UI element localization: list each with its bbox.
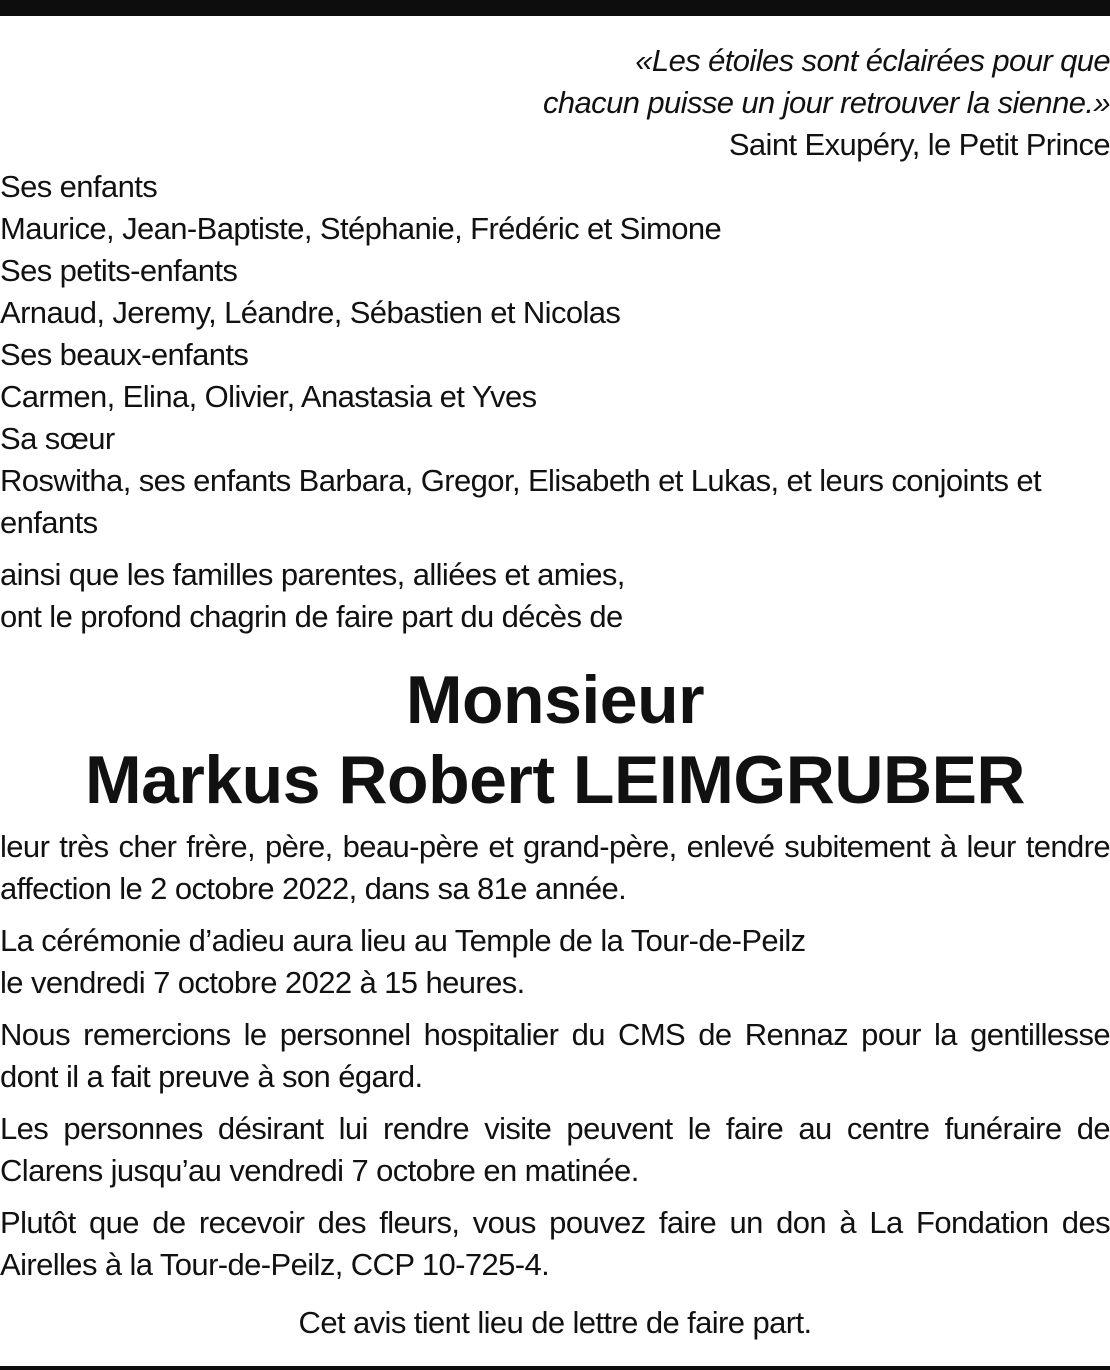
family-heading-grandchildren: Ses petits-enfants [0,253,238,288]
family-heading-stepchildren: Ses beaux-enfants [0,337,249,372]
intro-line-1: ainsi que les familles parentes, alliées et amies, [0,557,625,592]
family-names-sister: Roswitha, ses enfants Barbara, Gregor, Elisabeth et Lukas, et leurs conjoints et enfants [0,463,1042,540]
ceremony-paragraph [0,920,1110,1004]
deceased-name-block [0,660,1110,820]
visit-paragraph: Les personnes désirant lui rendre visite peuvent le faire au centre funéraire de Clarens jusqu’au vendredi 7 octobre en matinée. [0,1111,1110,1188]
intro-line-2: ont le profond chagrin de faire part du décès de [0,599,623,634]
family-names-stepchildren: Carmen, Elina, Olivier, Anastasia et Yves [0,379,537,414]
deceased-name: Markus Robert LEIMGRUBER [84,742,1026,818]
family-names-children: Maurice, Jean-Baptiste, Stéphanie, Frédéric et Simone [0,211,722,246]
quote-line-1: «Les étoiles sont éclairées pour que [635,43,1110,78]
bottom-border-rule [0,1366,1110,1370]
epigraph-quote [0,40,1110,166]
obituary-notice [0,40,1110,1344]
closing-note: Cet avis tient lieu de lettre de faire part. [298,1305,812,1340]
family-heading-sister: Sa sœur [0,421,115,456]
quote-source: Saint Exupéry, le Petit Prince [728,127,1110,162]
top-border-rule [0,0,1110,16]
announcement-intro [0,554,1110,638]
quote-line-2: chacun puisse un jour retrouver la sienne.» [543,85,1110,120]
family-heading-children: Ses enfants [0,169,158,204]
ceremony-line-2: le vendredi 7 octobre 2022 à 15 heures. [0,965,525,1000]
family-names-grandchildren: Arnaud, Jeremy, Léandre, Sébastien et Nicolas [0,295,621,330]
family-list [0,166,1110,544]
thanks-paragraph: Nous remercions le personnel hospitalier du CMS de Rennaz pour la gentillesse dont il a fait preuve à son égard. [0,1017,1110,1094]
donation-paragraph: Plutôt que de recevoir des fleurs, vous pouvez faire un don à La Fondation des Airelles à la Tour-de-Peilz, CCP 10-725-4. [0,1205,1110,1282]
relation-paragraph: leur très cher frère, père, beau-père et grand-père, enlevé subitement à leur tendre affection le 2 octobre 2022, dans sa 81e année. [0,829,1110,906]
ceremony-line-1: La cérémonie d’adieu aura lieu au Temple de la Tour-de-Peilz [0,923,806,958]
deceased-title: Monsieur [405,662,705,738]
